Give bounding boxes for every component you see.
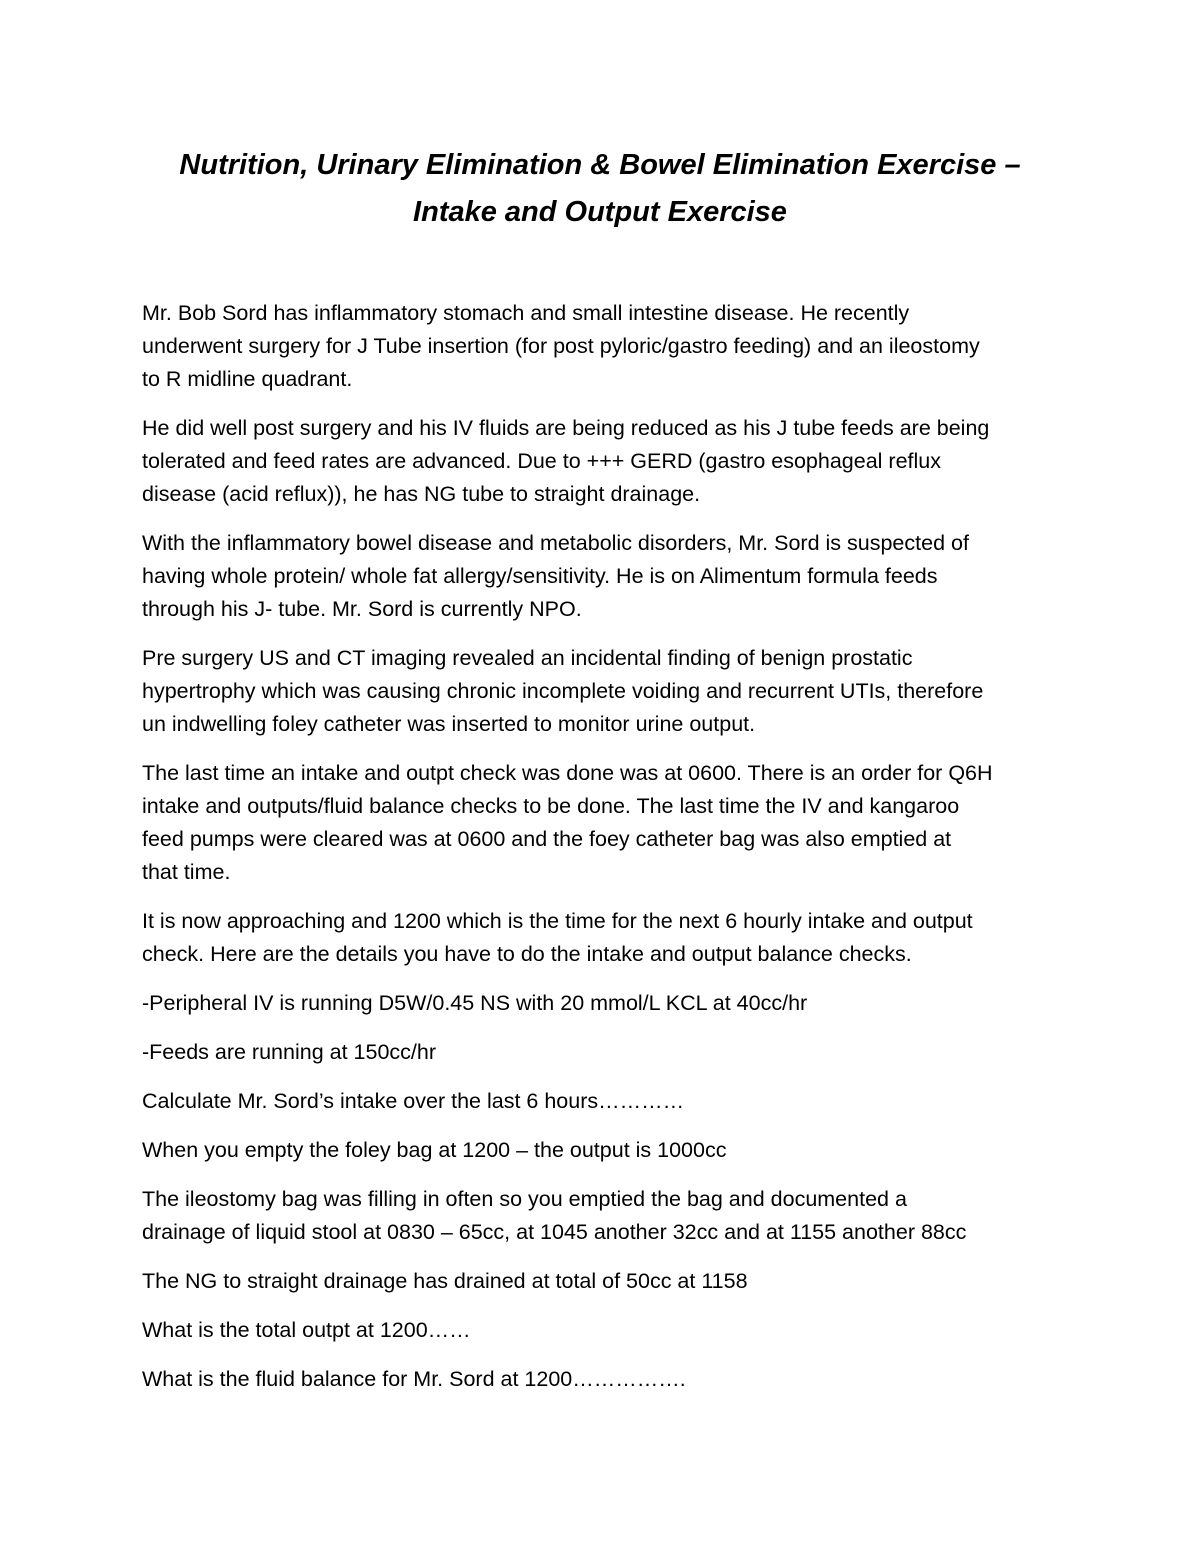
paragraph-imaging <box>142 642 1072 741</box>
text-line: hypertrophy which was causing chronic incomplete voiding and recurrent UTIs, therefore <box>142 679 984 703</box>
text-line: Mr. Bob Sord has inflammatory stomach and small intestine disease. He recently <box>142 301 910 325</box>
paragraph-post-surgery <box>142 412 1072 511</box>
paragraph-now <box>142 905 1072 971</box>
text-line: feed pumps were cleared was at 0600 and the foey catheter bag was also emptied at <box>142 827 952 851</box>
text-line: drainage of liquid stool at 0830 – 65cc, at 1045 another 32cc and at 1155 another 88cc <box>142 1220 967 1244</box>
text-line: to R midline quadrant. <box>142 367 353 391</box>
text-line: having whole protein/ whole fat allergy/sensitivity. He is on Alimentum formula feeds <box>142 564 938 588</box>
text-line: The NG to straight drainage has drained at total of 50cc at 1158 <box>142 1269 748 1293</box>
text-line: disease (acid reflux)), he has NG tube to straight drainage. <box>142 482 701 506</box>
text-line: un indwelling foley catheter was inserted to monitor urine output. <box>142 712 756 736</box>
text-line: When you empty the foley bag at 1200 – the output is 1000cc <box>142 1138 727 1162</box>
text-line: -Peripheral IV is running D5W/0.45 NS with 20 mmol/L KCL at 40cc/hr <box>142 991 808 1015</box>
paragraph-iv-rate <box>142 987 1072 1020</box>
text-line: Pre surgery US and CT imaging revealed an incidental finding of benign prostatic <box>142 646 913 670</box>
paragraph-balance-question <box>142 1363 1072 1396</box>
paragraph-case-intro <box>142 297 1072 396</box>
text-line: What is the total outpt at 1200…… <box>142 1318 471 1342</box>
text-line: through his J- tube. Mr. Sord is currently NPO. <box>142 597 582 621</box>
text-line: check. Here are the details you have to do the intake and output balance checks. <box>142 942 912 966</box>
text-line: With the inflammatory bowel disease and metabolic disorders, Mr. Sord is suspected of <box>142 531 969 555</box>
paragraph-foley-output <box>142 1134 1072 1167</box>
paragraph-allergy <box>142 527 1072 626</box>
text-line: He did well post surgery and his IV fluids are being reduced as his J tube feeds are being <box>142 416 990 440</box>
document-body <box>142 297 1072 1412</box>
text-line: -Feeds are running at 150cc/hr <box>142 1040 436 1064</box>
paragraph-intake-question <box>142 1085 1072 1118</box>
text-line: intake and outputs/fluid balance checks to be done. The last time the IV and kangaroo <box>142 794 960 818</box>
text-line: that time. <box>142 860 231 884</box>
document-title <box>110 142 1090 236</box>
paragraph-feed-rate <box>142 1036 1072 1069</box>
text-line: tolerated and feed rates are advanced. Due to +++ GERD (gastro esophageal reflux <box>142 449 941 473</box>
text-line: It is now approaching and 1200 which is the time for the next 6 hourly intake and output <box>142 909 973 933</box>
text-line: What is the fluid balance for Mr. Sord at 1200……………. <box>142 1367 686 1391</box>
text-line: underwent surgery for J Tube insertion (for post pyloric/gastro feeding) and an ileostomy <box>142 334 980 358</box>
text-line: The last time an intake and outpt check was done was at 0600. There is an order for Q6H <box>142 761 993 785</box>
paragraph-ng-output <box>142 1265 1072 1298</box>
text-line: Calculate Mr. Sord’s intake over the last 6 hours………… <box>142 1089 685 1113</box>
paragraph-ileostomy-output <box>142 1183 1072 1249</box>
title-line-2: Intake and Output Exercise <box>413 196 787 228</box>
title-line-1: Nutrition, Urinary Elimination & Bowel Elimination Exercise – <box>179 149 1021 181</box>
paragraph-output-question <box>142 1314 1072 1347</box>
text-line: The ileostomy bag was filling in often so you emptied the bag and documented a <box>142 1187 907 1211</box>
paragraph-last-check <box>142 757 1072 889</box>
